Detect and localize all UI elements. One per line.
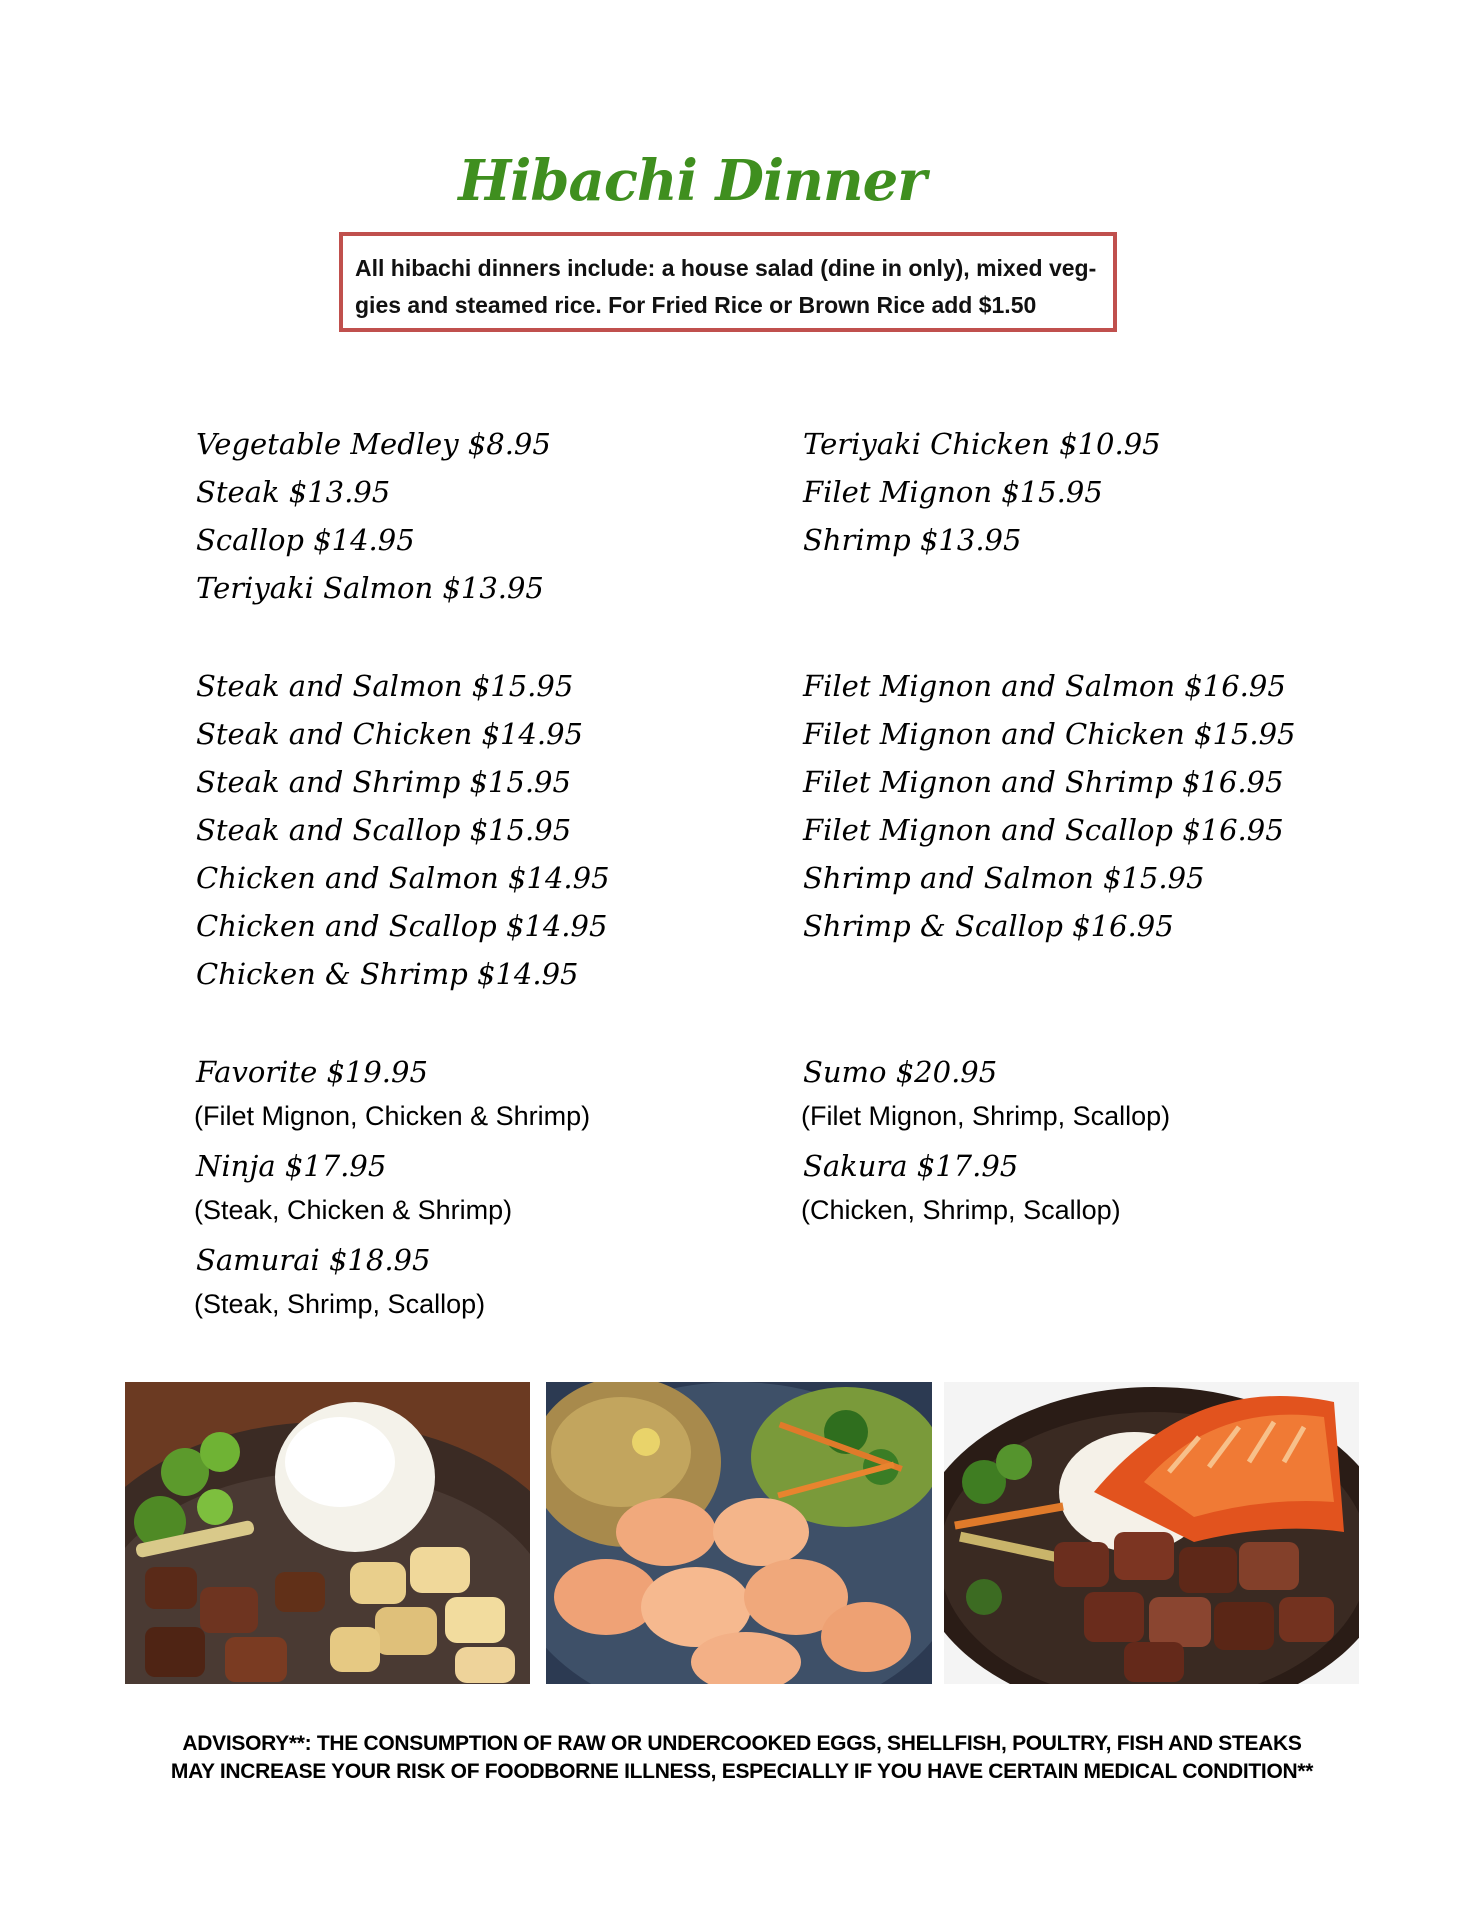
advisory-line-2: MAY INCREASE YOUR RISK OF FOODBORNE ILLNESS, ESPECIALLY IF YOU HAVE CERTAIN MEDICAL CONDITION** [170, 1760, 1314, 1783]
menu-item: Chicken and Salmon $14.95 [196, 861, 610, 895]
combo-description: (Steak, Shrimp, Scallop) [194, 1289, 486, 1319]
menu-item: Teriyaki Salmon $13.95 [196, 571, 544, 605]
combo-description: (Filet Mignon, Chicken & Shrimp) [194, 1101, 591, 1131]
menu-item: Scallop $14.95 [196, 523, 415, 557]
food-safety-advisory [0, 1730, 1484, 1786]
menu-item: Filet Mignon $15.95 [803, 475, 1103, 509]
menu-item: Shrimp $13.95 [803, 523, 1022, 557]
menu-item: Chicken and Scallop $14.95 [196, 909, 608, 943]
combo-name: Samurai $18.95 [196, 1243, 431, 1277]
notice-line-2: gies and steamed rice. For Fried Rice or Brown Rice add $1.50 [355, 292, 1037, 318]
menu-item: Filet Mignon and Chicken $15.95 [803, 717, 1296, 751]
includes-notice-box [339, 232, 1117, 332]
combo-name: Ninja $17.95 [196, 1149, 387, 1183]
menu-item: Teriyaki Chicken $10.95 [803, 427, 1161, 461]
menu-item: Vegetable Medley $8.95 [196, 427, 551, 461]
combo-name: Sakura $17.95 [803, 1149, 1019, 1183]
photo-steak-lobster-plate [944, 1382, 1359, 1684]
menu-item: Filet Mignon and Salmon $16.95 [803, 669, 1286, 703]
photo-steak-chicken-plate [125, 1382, 530, 1684]
menu-item: Steak and Scallop $15.95 [196, 813, 572, 847]
menu-item: Filet Mignon and Scallop $16.95 [803, 813, 1284, 847]
notice-line-1: All hibachi dinners include: a house salad (dine in only), mixed veg- [355, 255, 1097, 281]
combo-description: (Steak, Chicken & Shrimp) [194, 1195, 513, 1225]
combo-name: Sumo $20.95 [803, 1055, 998, 1089]
menu-item: Shrimp and Salmon $15.95 [803, 861, 1205, 895]
combo-name: Favorite $19.95 [196, 1055, 428, 1089]
combo-description: (Filet Mignon, Shrimp, Scallop) [801, 1101, 1171, 1131]
menu-item: Steak and Chicken $14.95 [196, 717, 583, 751]
photo-shrimp-fried-rice-plate [546, 1382, 932, 1684]
advisory-line-1: ADVISORY**: THE CONSUMPTION OF RAW OR UNDERCOOKED EGGS, SHELLFISH, POULTRY, FISH AND STEAKS [182, 1732, 1302, 1755]
combo-description: (Chicken, Shrimp, Scallop) [801, 1195, 1121, 1225]
menu-item: Filet Mignon and Shrimp $16.95 [803, 765, 1284, 799]
menu-item: Steak and Shrimp $15.95 [196, 765, 571, 799]
menu-item: Steak and Salmon $15.95 [196, 669, 574, 703]
menu-item: Shrimp & Scallop $16.95 [803, 909, 1174, 943]
menu-item: Chicken & Shrimp $14.95 [196, 957, 579, 991]
menu-item: Steak $13.95 [196, 475, 391, 509]
menu-title: Hibachi Dinner [458, 148, 926, 214]
